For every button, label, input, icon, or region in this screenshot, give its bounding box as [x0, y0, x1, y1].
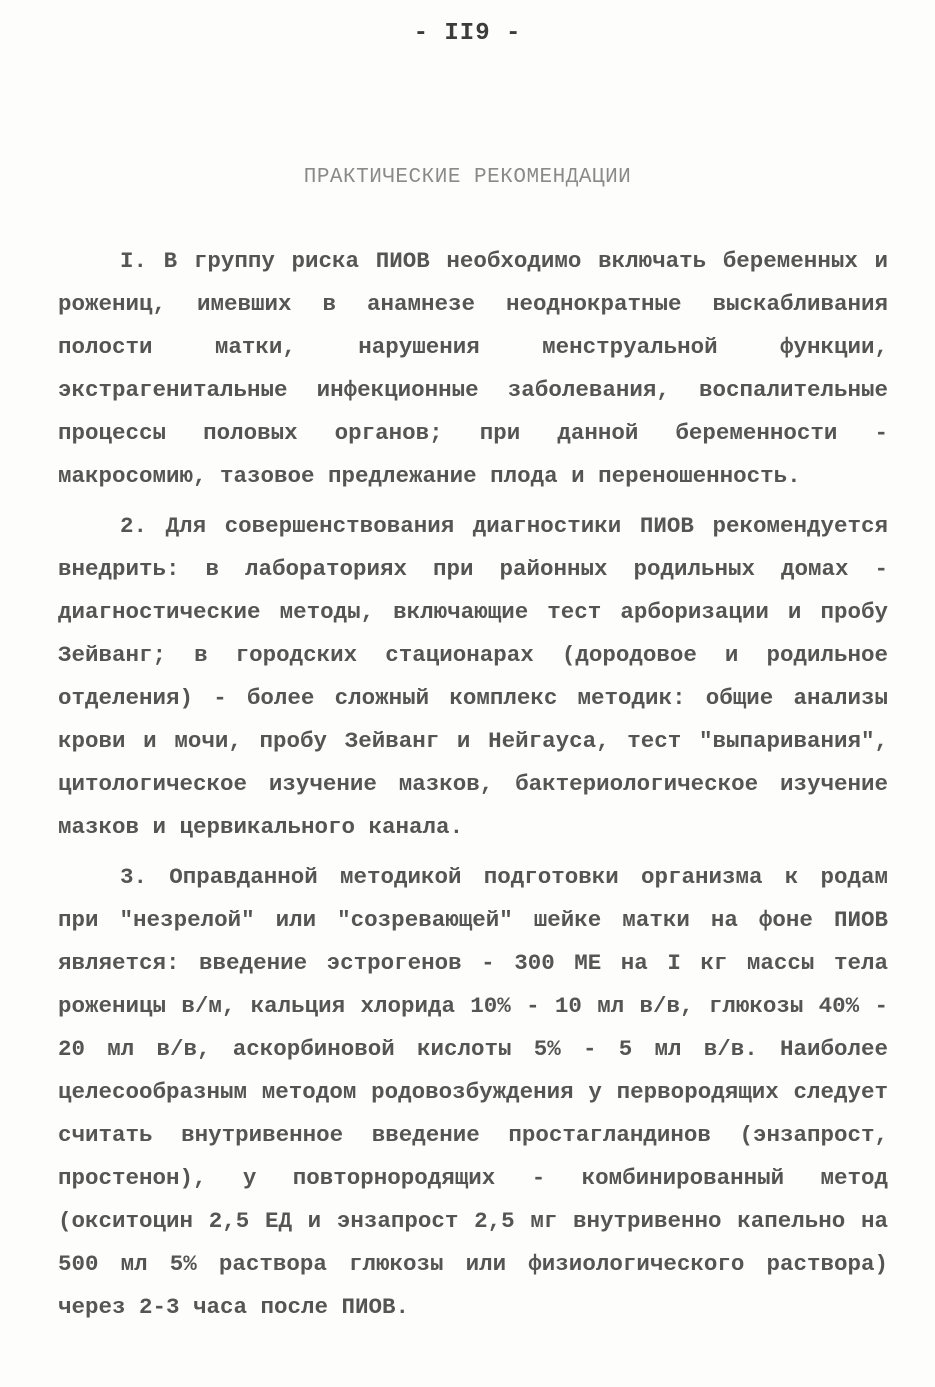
page-number: - II9 - [413, 20, 522, 47]
recommendations-body [58, 240, 888, 1336]
recommendation-paragraph-1: I. В группу риска ПИОВ необходимо включать беременных и рожениц, имевших в анамнезе неоднократные выскабливания полости матки, нарушения менструальной функции, экстрагенитальные инфекционные заболевания, воспалительные процессы половых органов; при данной беременности - макросомию, тазовое предлежание плода и переношенность. [58, 248, 888, 489]
recommendation-paragraph-3: 3. Оправданной методикой подготовки организма к родам при "незрелой" или "созревающей" шейке матки на фоне ПИОВ является: введение эстрогенов - 300 МЕ на I кг массы тела роженицы в/м, кальция хлорида 10% - 10 мл в/в, глюкозы 40% - 20 мл в/в, аскорбиновой кислоты 5% - 5 мл в/в. Наиболее целесообразным методом родовозбуждения у первородящих следует считать внутривенное введение простагландинов (энзапрост, простенон), у повторнородящих - комбинированный метод (окситоцин 2,5 ЕД и энзапрост 2,5 мг внутривенно капельно на 500 мл 5% раствора глюкозы или физиологического раствора) через 2-3 часа после ПИОВ. [58, 864, 888, 1320]
recommendation-paragraph-2: 2. Для совершенствования диагностики ПИОВ рекомендуется внедрить: в лабораториях при районных родильных домах - диагностические методы, включающие тест арборизации и пробу Зейванг; в городских стационарах (дородовое и родильное отделения) - более сложный комплекс методик: общие анализы крови и мочи, пробу Зейванг и Нейгауса, тест "выпаривания", цитологическое изучение мазков, бактериологическое изучение мазков и цервикального канала. [58, 513, 888, 840]
section-title: ПРАКТИЧЕСКИЕ РЕКОМЕНДАЦИИ [303, 166, 632, 189]
